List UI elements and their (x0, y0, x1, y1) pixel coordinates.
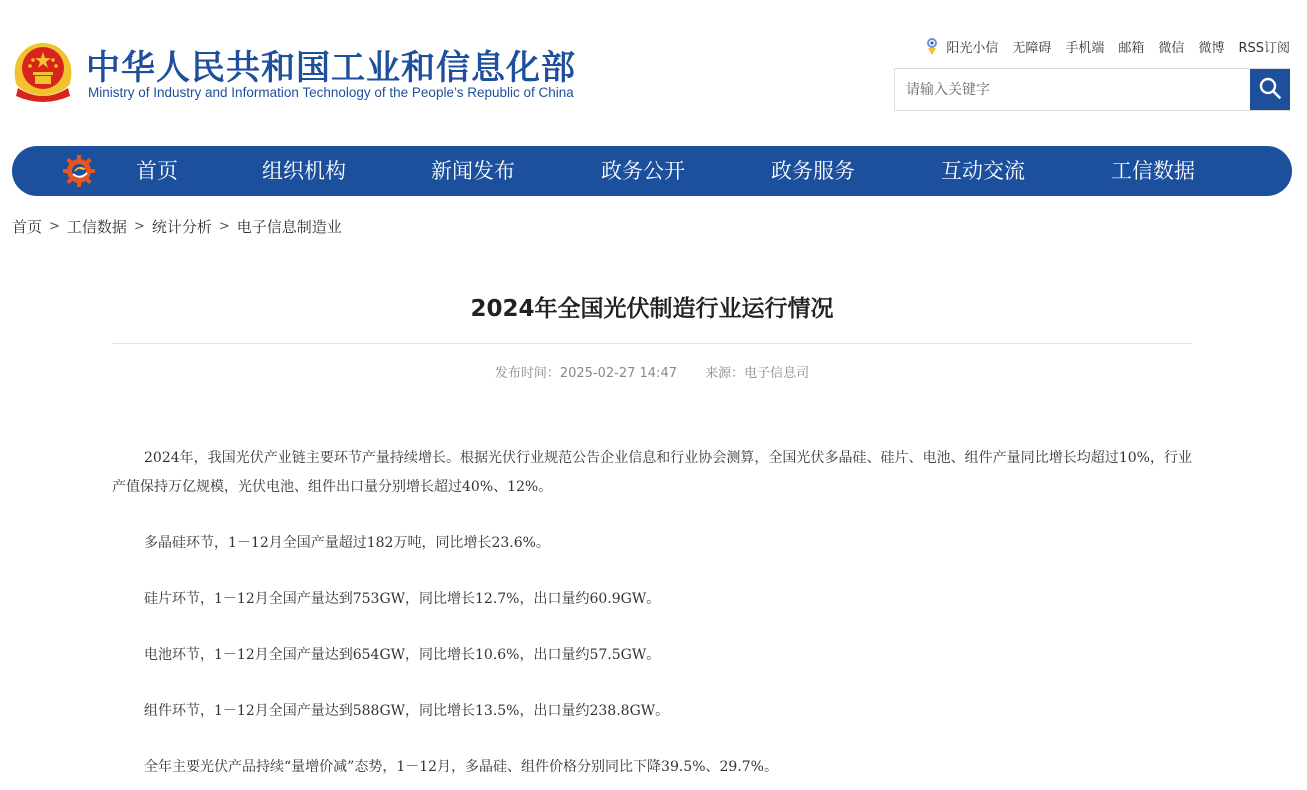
breadcrumb-electronics[interactable]: 电子信息制造业 (236, 218, 342, 236)
top-link-rss[interactable]: RSS订阅 (1238, 40, 1290, 56)
article-paragraph: 多晶硅环节，1－12月全国产量超过182万吨，同比增长23.6%。 (144, 535, 550, 551)
article-body (112, 444, 1192, 790)
search-box (894, 68, 1290, 111)
main-nav (12, 146, 1292, 196)
nav-item-news[interactable]: 新闻发布 (431, 159, 515, 183)
breadcrumb-statistics[interactable]: 统计分析 (151, 218, 212, 236)
breadcrumb-home[interactable]: 首页 (12, 218, 43, 236)
national-emblem-icon (12, 38, 74, 104)
article-paragraph: 2024年，我国光伏产业链主要环节产量持续增长。根据光伏行业规范公告企业信息和行业协会测算，全国光伏多晶硅、硅片、电池、组件产量同比增长均超过10%，行业产值保持万亿规模，光伏电池、组件出口量分别增长超过40%、12%。 (112, 450, 1192, 495)
chevron-right-icon: > (218, 219, 230, 234)
top-link-mail[interactable]: 邮箱 (1118, 40, 1145, 56)
nav-item-organization[interactable]: 组织机构 (262, 159, 346, 183)
nav-item-data[interactable]: 工信数据 (1111, 159, 1195, 183)
search-icon (1259, 77, 1281, 103)
article-paragraph: 组件环节，1－12月全国产量达到588GW，同比增长13.5%，出口量约238.8GW。 (144, 703, 670, 719)
chevron-right-icon: > (49, 219, 60, 234)
top-links (924, 36, 1290, 56)
article-paragraph: 电池环节，1－12月全国产量达到654GW，同比增长10.6%，出口量约57.5GW。 (144, 647, 661, 663)
article-paragraph: 全年主要光伏产品持续“量增价减”态势，1－12月，多晶硅、组件价格分别同比下降39.5%、29.7%。 (144, 759, 778, 775)
search-button[interactable] (1250, 69, 1290, 110)
ministry-gear-logo-icon (62, 154, 96, 188)
search-input[interactable] (895, 69, 1250, 110)
site-title[interactable]: 中华人民共和国工业和信息化部 (86, 48, 576, 88)
top-link-accessibility[interactable]: 无障碍 (1012, 40, 1052, 56)
breadcrumb-data[interactable]: 工信数据 (66, 218, 127, 236)
breadcrumb (12, 216, 342, 237)
article-title: 2024年全国光伏制造行业运行情况 (470, 296, 834, 322)
chevron-right-icon: > (133, 219, 145, 234)
site-title-en: Ministry of Industry and Information Technology of the People’s Republic of China (88, 85, 574, 100)
nav-item-home[interactable]: 首页 (136, 159, 178, 183)
top-link-mobile[interactable]: 手机端 (1065, 40, 1105, 56)
nav-item-government-affairs[interactable]: 政务公开 (601, 159, 685, 183)
top-link-sunshine[interactable]: 阳光小信 (924, 36, 998, 56)
article-source: 来源：电子信息司 (705, 366, 810, 381)
top-link-weibo[interactable]: 微博 (1198, 40, 1225, 56)
article-meta (112, 362, 1192, 381)
sunshine-mascot-icon (924, 36, 940, 56)
top-link-wechat[interactable]: 微信 (1158, 40, 1185, 56)
publish-time: 发布时间：2025-02-27 14:47 (494, 366, 677, 381)
title-divider (112, 343, 1192, 344)
nav-item-interaction[interactable]: 互动交流 (941, 159, 1025, 183)
article-paragraph: 硅片环节，1－12月全国产量达到753GW，同比增长12.7%，出口量约60.9GW。 (144, 591, 661, 607)
nav-item-government-services[interactable]: 政务服务 (771, 159, 855, 183)
